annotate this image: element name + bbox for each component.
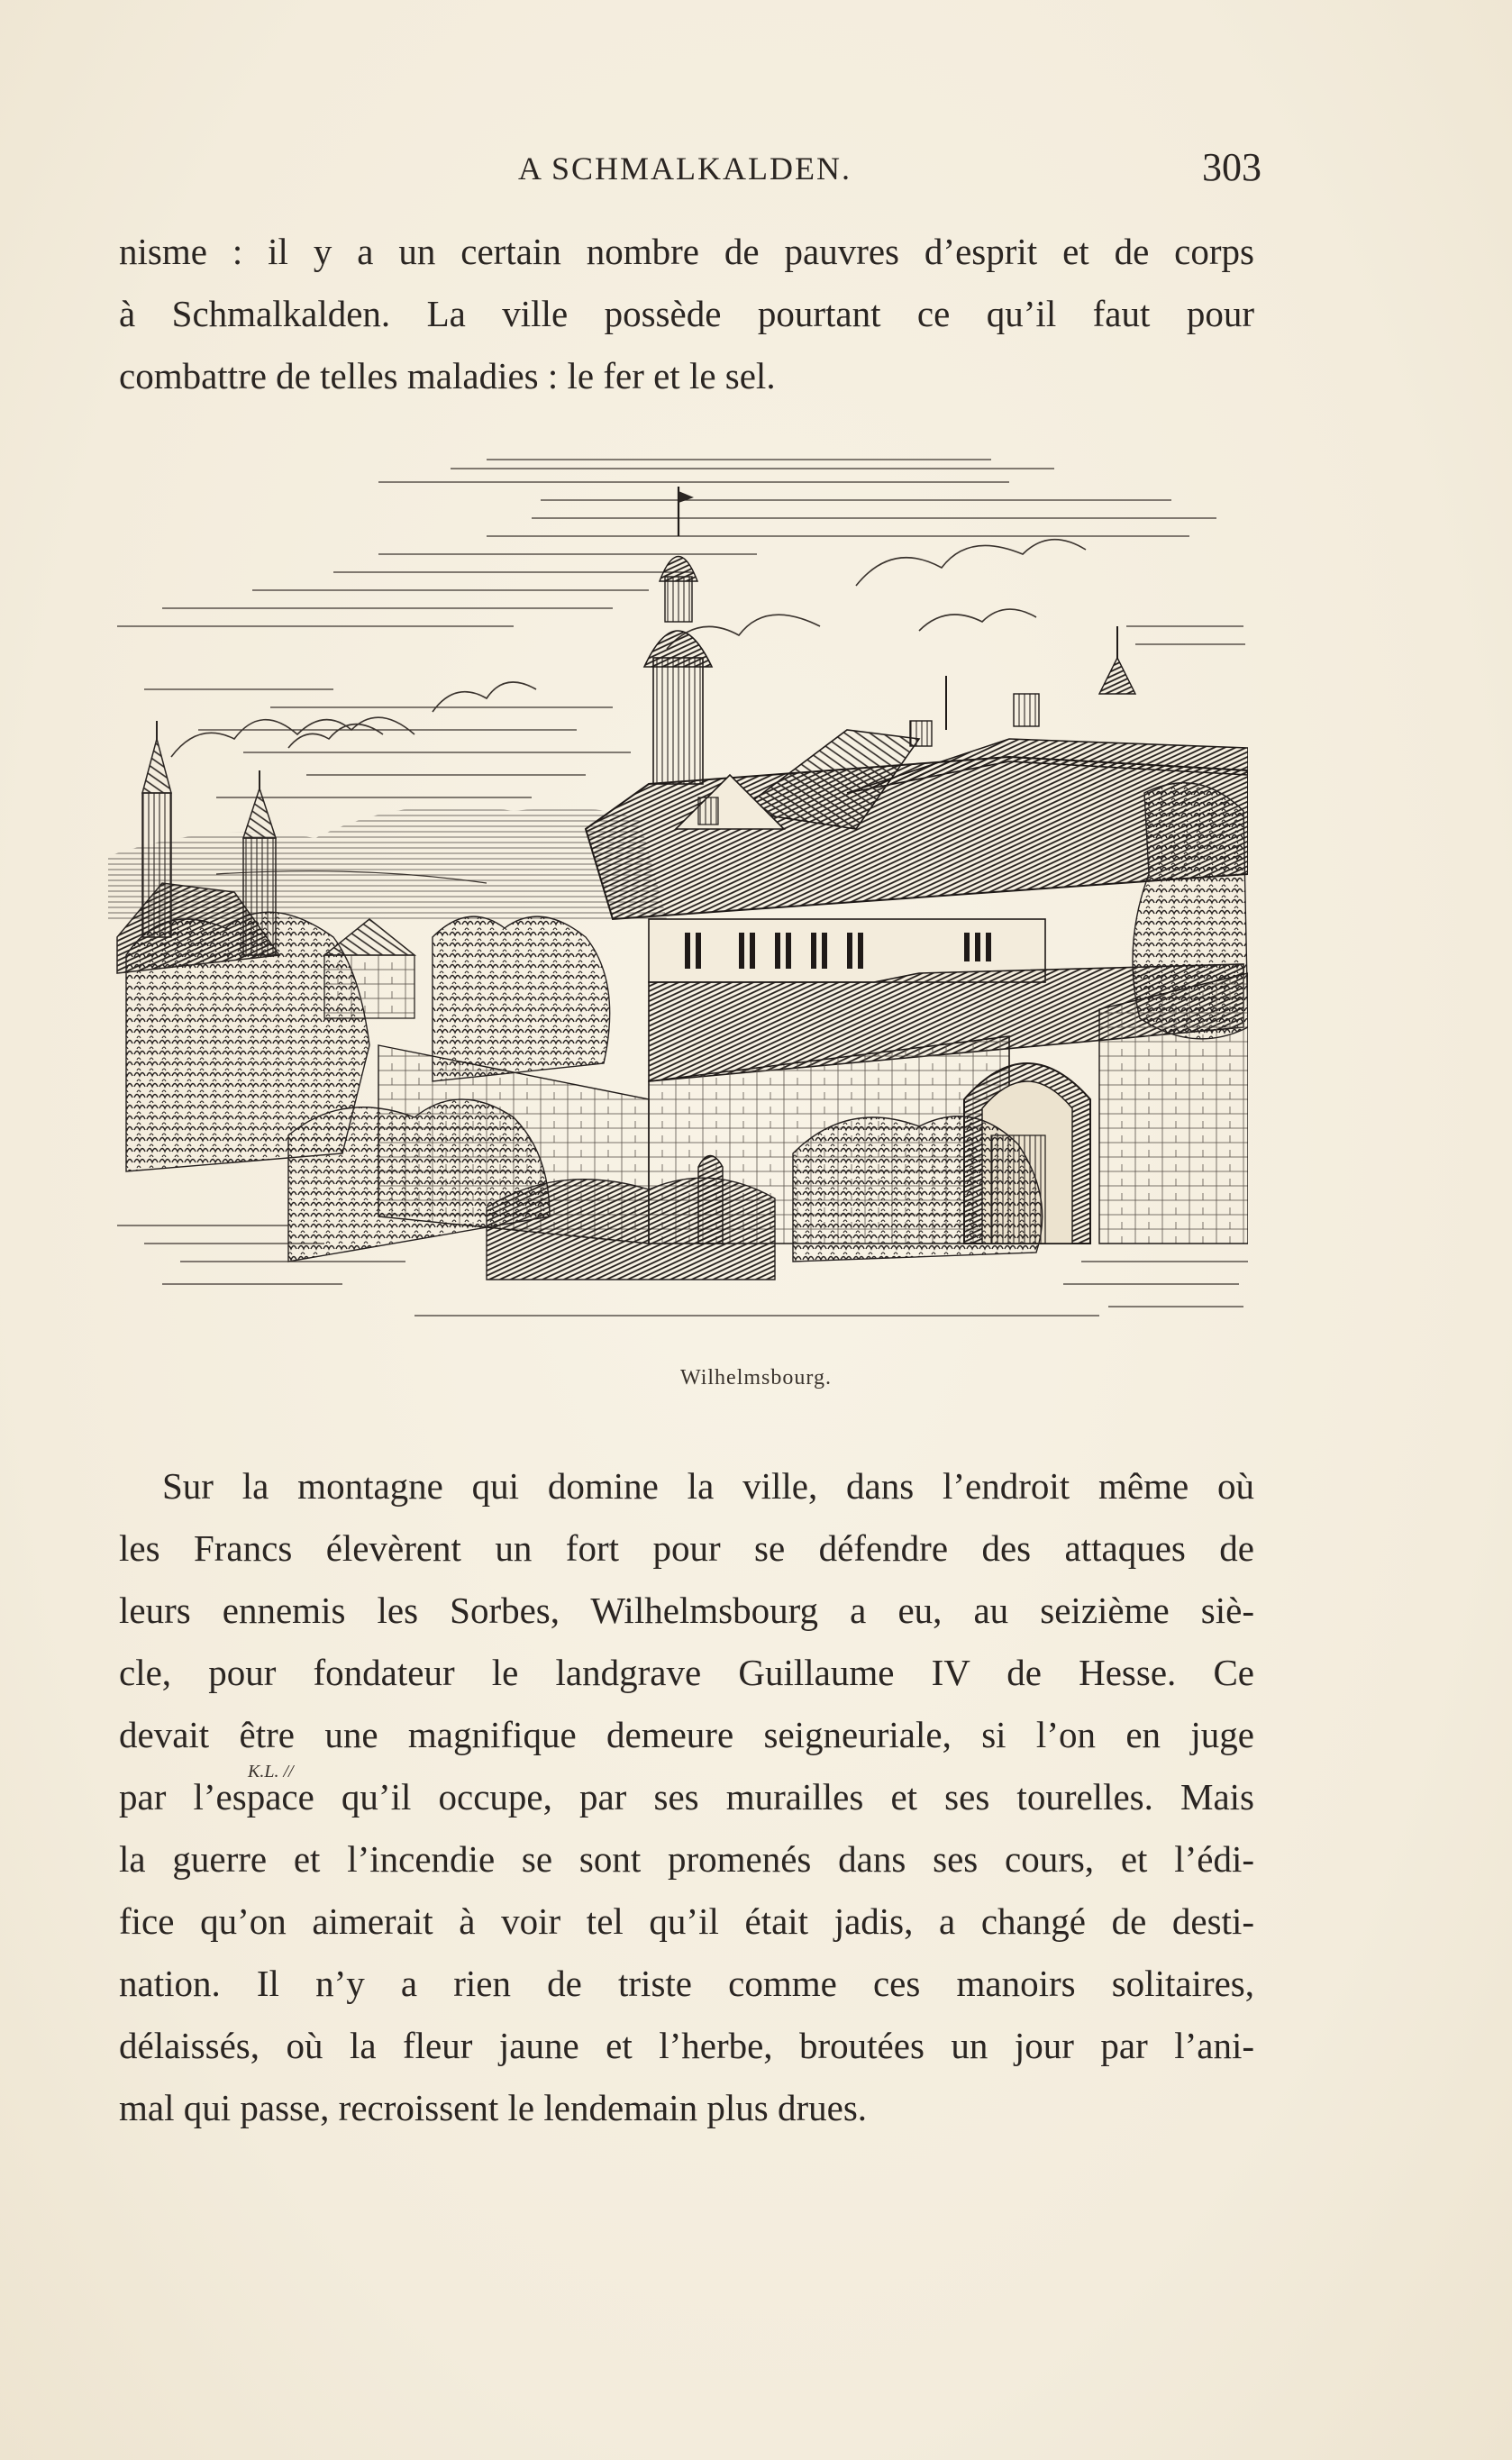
text-line: cle, pour fondateur le landgrave Guillaume IV de Hesse. Ce bbox=[119, 1652, 1254, 1693]
page-number: 303 bbox=[1202, 145, 1262, 189]
running-title: A SCHMALKALDEN. bbox=[517, 150, 852, 187]
text-line: nisme : il y a un certain nombre de pauvres d’esprit et de corps bbox=[119, 231, 1254, 272]
text-line: les Francs élevèrent un fort pour se défendre des attaques de bbox=[119, 1527, 1254, 1569]
text-line: nation. Il n’y a rien de triste comme ces manoirs solitaires, bbox=[119, 1963, 1254, 2004]
text-line: la guerre et l’incendie se sont promenés dans ses cours, et l’édi- bbox=[119, 1838, 1254, 1880]
text-line: par l’espace qu’il occupe, par ses murailles et ses tourelles. Mais bbox=[119, 1776, 1254, 1818]
top-paragraph bbox=[119, 221, 1254, 407]
text-line: devait être une magnifique demeure seigneuriale, si l’on en juge bbox=[119, 1714, 1254, 1755]
main-paragraph bbox=[119, 1455, 1254, 2139]
text-line: combattre de telles maladies : le fer et le sel. bbox=[119, 355, 776, 396]
figure-caption: Wilhelmsbourg. bbox=[680, 1366, 832, 1389]
engraver-signature: K.L. // bbox=[248, 1762, 294, 1781]
text-line: fice qu’on aimerait à voir tel qu’il était jadis, a changé de desti- bbox=[119, 1900, 1254, 1942]
text-line: leurs ennemis les Sorbes, Wilhelmsbourg a eu, au seizième siè- bbox=[119, 1590, 1254, 1631]
text-line: mal qui passe, recroissent le lendemain plus drues. bbox=[119, 2087, 868, 2128]
running-head bbox=[117, 144, 1262, 198]
text-line: délaissés, où la fleur jaune et l’herbe, broutées un jour par l’ani- bbox=[119, 2025, 1254, 2066]
text-line: Sur la montagne qui domine la ville, dans l’endroit même où bbox=[162, 1465, 1254, 1507]
text-line: à Schmalkalden. La ville possède pourtant ce qu’il faut pour bbox=[119, 293, 1254, 334]
